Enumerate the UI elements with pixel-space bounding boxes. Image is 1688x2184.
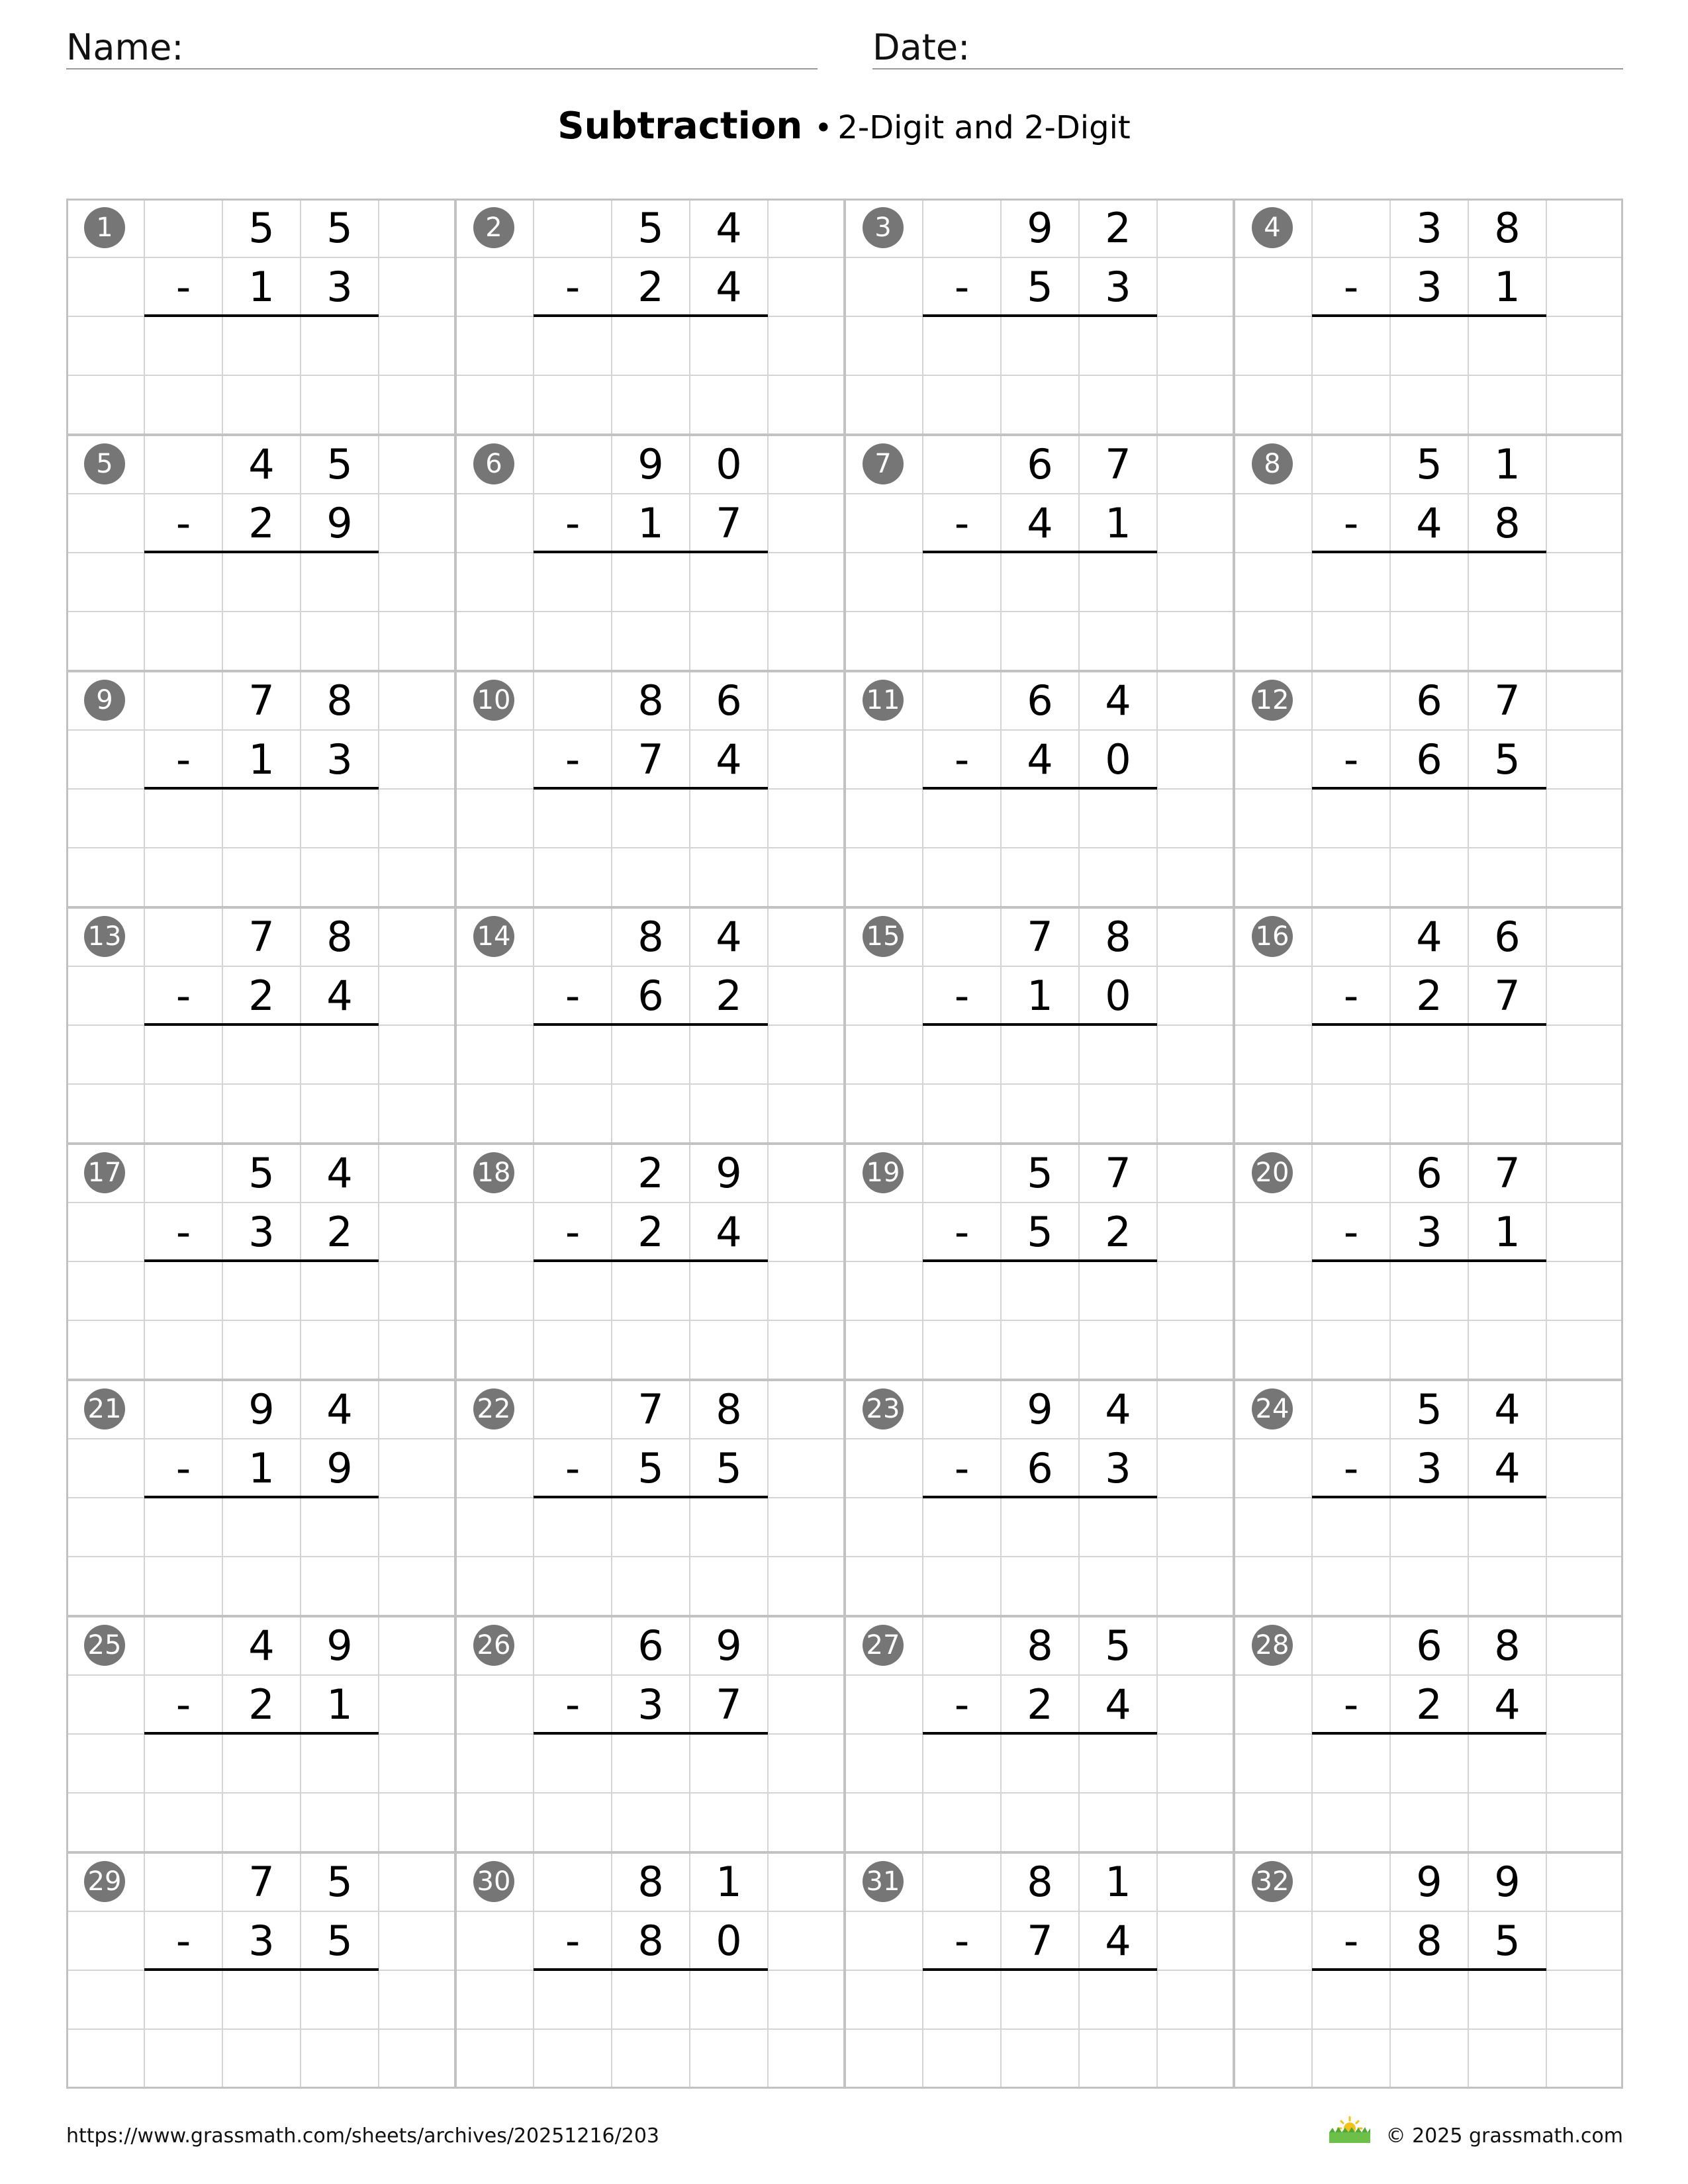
subtrahend-digit: 3: [637, 1680, 664, 1729]
minuend-digit: 2: [637, 1149, 664, 1197]
subtrahend-digit: 4: [1494, 1680, 1521, 1729]
problem-number-badge: 23: [863, 1388, 904, 1430]
answer-area[interactable]: [923, 789, 1157, 907]
problem-number-badge: 4: [1252, 207, 1293, 248]
minuend-digit: 4: [716, 204, 742, 252]
minus-sign: -: [1343, 1680, 1359, 1729]
problem-number-badge: 8: [1252, 443, 1293, 484]
minuend-digit: 6: [1027, 676, 1053, 725]
subtrahend-digit: 2: [1105, 1208, 1131, 1256]
answer-area[interactable]: [1312, 1734, 1546, 1852]
subtrahend-digit: 0: [1105, 735, 1131, 784]
problem-8: [1234, 435, 1623, 671]
minuend-digit: 5: [248, 1149, 275, 1197]
answer-area[interactable]: [534, 553, 768, 670]
problem-24: [1234, 1380, 1623, 1616]
minus-sign: -: [175, 735, 191, 784]
answer-area[interactable]: [923, 316, 1157, 434]
subtrahend-digit: 4: [716, 735, 742, 784]
problem-5: [66, 435, 455, 671]
subtrahend-digit: 2: [248, 499, 275, 547]
problem-number-badge: 12: [1252, 680, 1293, 721]
answer-area[interactable]: [1312, 553, 1546, 670]
minus-sign: -: [1343, 499, 1359, 547]
minuend-digit: 4: [1494, 1385, 1521, 1433]
subtrahend-digit: 2: [248, 1680, 275, 1729]
minus-sign: -: [175, 1680, 191, 1729]
minuend-digit: 8: [637, 913, 664, 961]
minuend-digit: 4: [248, 1621, 275, 1670]
footer-copyright: © 2025 grassmath.com: [1385, 2124, 1623, 2148]
answer-area[interactable]: [1312, 789, 1546, 907]
answer-area[interactable]: [923, 1734, 1157, 1852]
minuend-digit: 8: [1027, 1858, 1053, 1906]
minuend-digit: 8: [1105, 913, 1131, 961]
problem-number-badge: 32: [1252, 1861, 1293, 1902]
subtrahend-digit: 7: [637, 735, 664, 784]
answer-area[interactable]: [923, 553, 1157, 670]
problem-number-badge: 16: [1252, 916, 1293, 957]
problem-3: [845, 199, 1234, 435]
subtrahend-digit: 1: [326, 1680, 353, 1729]
subtrahend-digit: 2: [637, 263, 664, 311]
subtrahend-digit: 4: [1105, 1917, 1131, 1965]
problem-26: [455, 1616, 845, 1852]
minus-sign: -: [1343, 972, 1359, 1020]
answer-area[interactable]: [534, 1498, 768, 1615]
problem-23: [845, 1380, 1234, 1616]
minuend-digit: 2: [1105, 204, 1131, 252]
name-label: Name:: [66, 26, 184, 68]
minuend-digit: 5: [1416, 1385, 1442, 1433]
date-label: Date:: [872, 26, 970, 68]
problem-number-badge: 13: [84, 916, 125, 957]
minus-sign: -: [1343, 735, 1359, 784]
minuend-digit: 5: [1027, 1149, 1053, 1197]
minuend-digit: 7: [248, 913, 275, 961]
problem-6: [455, 435, 845, 671]
problem-number-badge: 28: [1252, 1625, 1293, 1666]
subtrahend-digit: 1: [248, 1444, 275, 1492]
minuend-digit: 5: [326, 1858, 353, 1906]
subtrahend-digit: 3: [248, 1208, 275, 1256]
answer-area[interactable]: [534, 316, 768, 434]
problem-11: [845, 671, 1234, 907]
problem-number-badge: 15: [863, 916, 904, 957]
subtrahend-digit: 7: [716, 499, 742, 547]
subtrahend-digit: 2: [1027, 1680, 1053, 1729]
minuend-digit: 7: [637, 1385, 664, 1433]
minus-sign: -: [954, 499, 970, 547]
minuend-digit: 5: [1105, 1621, 1131, 1670]
minuend-digit: 9: [248, 1385, 275, 1433]
minus-sign: -: [565, 1208, 581, 1256]
minuend-digit: 6: [716, 676, 742, 725]
subtrahend-digit: 3: [248, 1917, 275, 1965]
minuend-digit: 1: [1105, 1858, 1131, 1906]
answer-area[interactable]: [1312, 316, 1546, 434]
problem-15: [845, 907, 1234, 1144]
subtrahend-digit: 3: [1105, 1444, 1131, 1492]
problem-number-badge: 25: [84, 1625, 125, 1666]
minus-sign: -: [565, 735, 581, 784]
minus-sign: -: [954, 972, 970, 1020]
subtrahend-digit: 5: [1494, 735, 1521, 784]
problem-number-badge: 21: [84, 1388, 125, 1430]
footer-url: https://www.grassmath.com/sheets/archives/20251216/203: [66, 2124, 660, 2148]
minus-sign: -: [565, 972, 581, 1020]
problem-number-badge: 1: [84, 207, 125, 248]
subtrahend-digit: 5: [637, 1444, 664, 1492]
subtrahend-digit: 0: [716, 1917, 742, 1965]
minus-sign: -: [565, 1680, 581, 1729]
minus-sign: -: [954, 1444, 970, 1492]
title-subtitle: 2-Digit and 2-Digit: [837, 109, 1131, 146]
answer-area[interactable]: [144, 1025, 379, 1143]
answer-area[interactable]: [1312, 1261, 1546, 1379]
minuend-digit: 9: [1027, 204, 1053, 252]
minuend-digit: 7: [1027, 913, 1053, 961]
minuend-digit: 8: [1494, 1621, 1521, 1670]
problem-27: [845, 1616, 1234, 1852]
minuend-digit: 8: [637, 676, 664, 725]
grass-sun-logo-icon: [1327, 2115, 1373, 2144]
minuend-digit: 3: [1416, 204, 1442, 252]
answer-area[interactable]: [534, 789, 768, 907]
minuend-digit: 7: [1494, 676, 1521, 725]
minus-sign: -: [1343, 1917, 1359, 1965]
problem-2: [455, 199, 845, 435]
subtrahend-digit: 9: [326, 499, 353, 547]
minuend-digit: 7: [1105, 1149, 1131, 1197]
answer-area[interactable]: [144, 1498, 379, 1615]
minuend-digit: 9: [716, 1149, 742, 1197]
minus-sign: -: [954, 1680, 970, 1729]
minuend-digit: 5: [248, 204, 275, 252]
problem-number-badge: 11: [863, 680, 904, 721]
subtrahend-digit: 1: [1027, 972, 1053, 1020]
problem-number-badge: 19: [863, 1152, 904, 1193]
minuend-digit: 1: [716, 1858, 742, 1906]
problem-19: [845, 1144, 1234, 1380]
problem-10: [455, 671, 845, 907]
subtrahend-digit: 1: [1105, 499, 1131, 547]
problem-number-badge: 30: [473, 1861, 514, 1902]
problem-number-badge: 5: [84, 443, 125, 484]
problem-4: [1234, 199, 1623, 435]
minuend-digit: 7: [248, 676, 275, 725]
answer-area[interactable]: [1312, 1498, 1546, 1615]
subtrahend-digit: 5: [1027, 1208, 1053, 1256]
minuend-digit: 4: [326, 1149, 353, 1197]
minus-sign: -: [565, 1917, 581, 1965]
subtrahend-digit: 2: [248, 972, 275, 1020]
subtrahend-digit: 2: [326, 1208, 353, 1256]
minus-sign: -: [1343, 1444, 1359, 1492]
subtrahend-digit: 4: [1105, 1680, 1131, 1729]
subtrahend-digit: 8: [637, 1917, 664, 1965]
minus-sign: -: [175, 972, 191, 1020]
minuend-digit: 8: [716, 1385, 742, 1433]
subtrahend-digit: 1: [248, 263, 275, 311]
subtrahend-digit: 9: [326, 1444, 353, 1492]
minuend-digit: 4: [248, 440, 275, 488]
minus-sign: -: [954, 1917, 970, 1965]
subtrahend-digit: 3: [1416, 263, 1442, 311]
problem-31: [845, 1852, 1234, 2089]
subtrahend-digit: 1: [1494, 1208, 1521, 1256]
problem-30: [455, 1852, 845, 2089]
subtrahend-digit: 3: [1105, 263, 1131, 311]
problem-number-badge: 22: [473, 1388, 514, 1430]
subtrahend-digit: 5: [1494, 1917, 1521, 1965]
title-separator: •: [814, 110, 833, 146]
date-line[interactable]: [872, 68, 1623, 69]
minus-sign: -: [1343, 263, 1359, 311]
subtrahend-digit: 1: [248, 735, 275, 784]
answer-area[interactable]: [1312, 1970, 1546, 2088]
problem-number-badge: 17: [84, 1152, 125, 1193]
minus-sign: -: [954, 263, 970, 311]
minus-sign: -: [1343, 1208, 1359, 1256]
problem-number-badge: 26: [473, 1625, 514, 1666]
minus-sign: -: [565, 263, 581, 311]
minuend-digit: 8: [326, 913, 353, 961]
minuend-digit: 4: [326, 1385, 353, 1433]
minuend-digit: 9: [1027, 1385, 1053, 1433]
problem-number-badge: 20: [1252, 1152, 1293, 1193]
subtrahend-digit: 5: [716, 1444, 742, 1492]
problem-28: [1234, 1616, 1623, 1852]
problem-number-badge: 24: [1252, 1388, 1293, 1430]
minuend-digit: 1: [1494, 440, 1521, 488]
subtrahend-digit: 5: [1027, 263, 1053, 311]
subtrahend-digit: 3: [326, 735, 353, 784]
subtrahend-digit: 4: [1416, 499, 1442, 547]
subtrahend-digit: 0: [1105, 972, 1131, 1020]
minuend-digit: 6: [1027, 440, 1053, 488]
minuend-digit: 8: [1494, 204, 1521, 252]
problem-7: [845, 435, 1234, 671]
minus-sign: -: [175, 499, 191, 547]
minuend-digit: 5: [326, 204, 353, 252]
subtrahend-digit: 1: [637, 499, 664, 547]
subtrahend-digit: 4: [716, 1208, 742, 1256]
subtrahend-digit: 3: [326, 263, 353, 311]
answer-area[interactable]: [144, 553, 379, 670]
minus-sign: -: [175, 1917, 191, 1965]
minuend-digit: 9: [637, 440, 664, 488]
problem-22: [455, 1380, 845, 1616]
answer-area[interactable]: [534, 1261, 768, 1379]
subtrahend-digit: 4: [1494, 1444, 1521, 1492]
subtrahend-digit: 6: [1416, 735, 1442, 784]
minuend-digit: 7: [1494, 1149, 1521, 1197]
subtrahend-digit: 8: [1494, 499, 1521, 547]
worksheet-title: [0, 105, 1688, 148]
problem-number-badge: 6: [473, 443, 514, 484]
answer-area[interactable]: [923, 1498, 1157, 1615]
minus-sign: -: [565, 1444, 581, 1492]
minuend-digit: 4: [716, 913, 742, 961]
minuend-digit: 4: [1416, 913, 1442, 961]
subtrahend-digit: 4: [1027, 735, 1053, 784]
subtrahend-digit: 7: [716, 1680, 742, 1729]
minuend-digit: 6: [1416, 1149, 1442, 1197]
problem-17: [66, 1144, 455, 1380]
subtrahend-digit: 7: [1027, 1917, 1053, 1965]
subtrahend-digit: 4: [326, 972, 353, 1020]
subtrahend-digit: 3: [1416, 1208, 1442, 1256]
minuend-digit: 7: [1105, 440, 1131, 488]
problem-number-badge: 18: [473, 1152, 514, 1193]
answer-area[interactable]: [144, 316, 379, 434]
minus-sign: -: [175, 1208, 191, 1256]
minuend-digit: 4: [1105, 1385, 1131, 1433]
subtrahend-digit: 4: [1027, 499, 1053, 547]
subtrahend-digit: 6: [1027, 1444, 1053, 1492]
minuend-digit: 8: [637, 1858, 664, 1906]
problem-9: [66, 671, 455, 907]
problem-1: [66, 199, 455, 435]
problem-25: [66, 1616, 455, 1852]
problem-number-badge: 14: [473, 916, 514, 957]
minus-sign: -: [175, 1444, 191, 1492]
problem-number-badge: 10: [473, 680, 514, 721]
minuend-digit: 4: [1105, 676, 1131, 725]
minuend-digit: 8: [1027, 1621, 1053, 1670]
subtrahend-digit: 2: [1416, 972, 1442, 1020]
subtrahend-digit: 2: [1416, 1680, 1442, 1729]
answer-area[interactable]: [1312, 1025, 1546, 1143]
subtrahend-digit: 5: [326, 1917, 353, 1965]
subtrahend-digit: 7: [1494, 972, 1521, 1020]
minuend-digit: 6: [1416, 676, 1442, 725]
subtrahend-digit: 2: [716, 972, 742, 1020]
problem-32: [1234, 1852, 1623, 2089]
problem-13: [66, 907, 455, 1144]
problem-number-badge: 9: [84, 680, 125, 721]
answer-area[interactable]: [144, 1261, 379, 1379]
minuend-digit: 6: [1494, 913, 1521, 961]
problem-14: [455, 907, 845, 1144]
title-main: Subtraction: [557, 105, 803, 148]
problem-number-badge: 7: [863, 443, 904, 484]
minuend-digit: 5: [326, 440, 353, 488]
problem-12: [1234, 671, 1623, 907]
subtrahend-digit: 1: [1494, 263, 1521, 311]
subtrahend-digit: 2: [637, 1208, 664, 1256]
problem-20: [1234, 1144, 1623, 1380]
minuend-digit: 6: [637, 1621, 664, 1670]
answer-area[interactable]: [923, 1970, 1157, 2088]
problem-21: [66, 1380, 455, 1616]
problem-18: [455, 1144, 845, 1380]
subtrahend-digit: 6: [637, 972, 664, 1020]
minuend-digit: 8: [326, 676, 353, 725]
minuend-digit: 0: [716, 440, 742, 488]
minuend-digit: 9: [326, 1621, 353, 1670]
problem-number-badge: 29: [84, 1861, 125, 1902]
answer-area[interactable]: [144, 1734, 379, 1852]
minuend-digit: 6: [1416, 1621, 1442, 1670]
minuend-digit: 9: [1494, 1858, 1521, 1906]
minuend-digit: 9: [716, 1621, 742, 1670]
answer-area[interactable]: [534, 1970, 768, 2088]
problem-number-badge: 3: [863, 207, 904, 248]
minus-sign: -: [175, 263, 191, 311]
answer-area[interactable]: [534, 1025, 768, 1143]
answer-area[interactable]: [923, 1261, 1157, 1379]
minus-sign: -: [954, 735, 970, 784]
problem-29: [66, 1852, 455, 2089]
subtrahend-digit: 4: [716, 263, 742, 311]
minus-sign: -: [954, 1208, 970, 1256]
subtrahend-digit: 3: [1416, 1444, 1442, 1492]
minuend-digit: 7: [248, 1858, 275, 1906]
minuend-digit: 5: [1416, 440, 1442, 488]
answer-area[interactable]: [923, 1025, 1157, 1143]
name-line[interactable]: [66, 68, 818, 69]
answer-area[interactable]: [144, 789, 379, 907]
problem-grid: [66, 199, 1623, 2089]
minuend-digit: 9: [1416, 1858, 1442, 1906]
answer-area[interactable]: [144, 1970, 379, 2088]
problem-16: [1234, 907, 1623, 1144]
problem-number-badge: 27: [863, 1625, 904, 1666]
answer-area[interactable]: [534, 1734, 768, 1852]
problem-number-badge: 31: [863, 1861, 904, 1902]
problem-number-badge: 2: [473, 207, 514, 248]
minuend-digit: 5: [637, 204, 664, 252]
subtrahend-digit: 8: [1416, 1917, 1442, 1965]
minus-sign: -: [565, 499, 581, 547]
